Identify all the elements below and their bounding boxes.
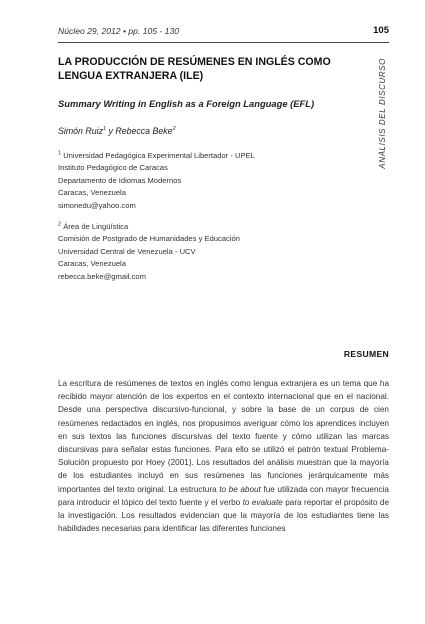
header-rule — [58, 42, 389, 43]
affiliation-line: Caracas, Venezuela — [58, 188, 126, 198]
article-english-title: Summary Writing in English as a Foreign Language (EFL) — [58, 98, 315, 109]
abstract-text: para reportar el propósito de la investigación. Los resultados evidencian que la mayoría de los estudiantes tiene las habilidades necesarias para identificar las diferentes funciones — [58, 497, 390, 534]
footnote-mark: 1 — [58, 150, 62, 157]
affiliation-block — [58, 221, 368, 283]
affiliation-line: Departamento de Idiomas Modernos — [58, 175, 182, 185]
journal-reference: Núcleo 29, 2012 • pp. 105 - 130 — [58, 26, 180, 36]
abstract-emphasis: to be about — [219, 484, 261, 494]
footnote-mark: 1 — [102, 126, 107, 133]
affiliation-line: Comisión de Postgrado de Humanidades y Educación — [58, 234, 240, 244]
abstract-text: fue utilizada con mayor frecuencia para introducir el tópico del texto fuente y el verbo — [58, 484, 389, 507]
author-name: Simón Ruiz — [58, 126, 103, 136]
running-header — [58, 26, 389, 42]
author-line — [58, 126, 176, 136]
footnote-mark: 2 — [58, 221, 62, 228]
affiliation-area: Área de Lingüística — [63, 222, 129, 231]
abstract-text: La escritura de resúmenes de textos en inglés como lengua extranjera es un tema que ha recibido mayor atención de los expertos en el contexto internacional que en el nacional. Desde una perspectiva discursivo-funcional, y sobre la base de un corpus de cien resúmenes redactados en inglés, nos propusimos averiguar cómo los aprendices incluyen en sus textos las funciones discursivas del texto fuente y cómo utilizan las marcas discursivas para señalar estas funciones. Para ello se utilizó el patrón textual Problema-Solución propuesto por Hoey (2001). Los resultados del análisis muestran que la mayoría de los estudiantes incluyó en sus resúmenes las funciones jerárquicamente más importantes del texto original. La estructura — [58, 379, 389, 494]
abstract-emphasis: to evaluate — [242, 497, 283, 507]
affiliation-line: Caracas, Venezuela — [58, 259, 126, 269]
affiliation-block — [58, 150, 368, 212]
affiliation-university: Universidad Pedagógica Experimental Libertador - UPEL — [63, 151, 255, 160]
abstract-paragraph — [58, 377, 389, 535]
author-separator: y — [106, 126, 116, 136]
affiliation-line — [58, 150, 368, 162]
footnote-mark: 2 — [172, 126, 176, 133]
article-title: LA PRODUCCIÓN DE RESÚMENES EN INGLÉS COMO LENGUA EXTRANJERA (ILE) — [58, 56, 331, 83]
section-side-label: ANÁLISIS DEL DISCURSO — [378, 58, 387, 169]
affiliation-line — [58, 221, 368, 233]
abstract-heading: RESUMEN — [343, 349, 389, 359]
affiliation-line: Instituto Pedagógico de Caracas — [58, 163, 168, 173]
page-number: 105 — [373, 25, 389, 36]
affiliation-email: simonedu@yahoo.com — [58, 200, 136, 210]
author-name: Rebecca Beke — [115, 126, 173, 136]
affiliation-line: Universidad Central de Venezuela - UCV — [58, 246, 196, 256]
affiliation-email: rebecca.beke@gmail.com — [58, 271, 146, 281]
